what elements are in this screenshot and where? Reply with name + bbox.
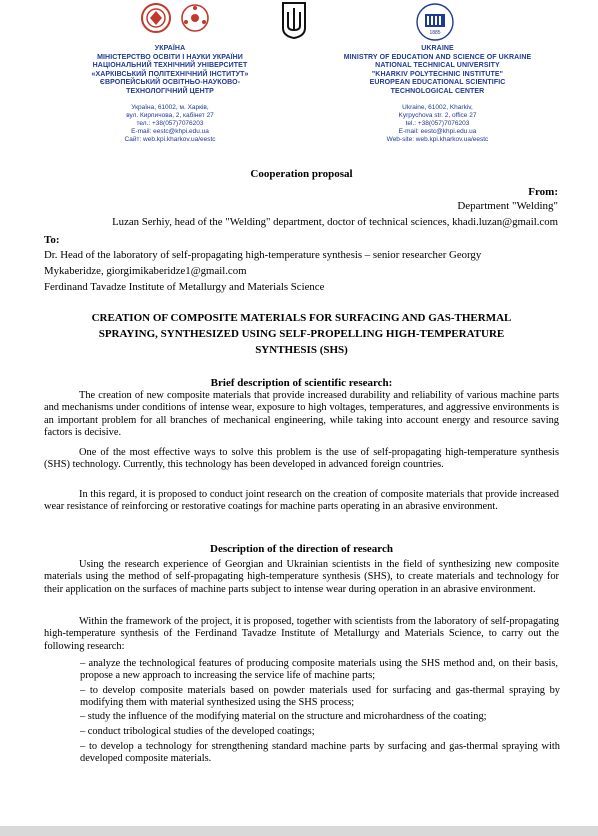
from-person: Luzan Serhiy, head of the "Welding" department, doctor of technical sciences, khadi.luzan@gmail.com — [112, 216, 558, 228]
header-left-address: Україна, 61002, м. Харків, — [131, 103, 209, 111]
header-right-website: Web-site: web.kpi.kharkov.ua/eestc — [386, 135, 489, 143]
header-left-website: Сайт: web.kpi.kharkov.ua/eestc — [124, 135, 216, 143]
to-institute: Ferdinand Tavadze Institute of Metallurgy and Materials Science — [44, 281, 325, 293]
center-logo-icon — [180, 3, 210, 33]
header-right-line: UKRAINE — [421, 45, 454, 52]
header-right-block — [320, 45, 555, 144]
title-line: SPRAYING, SYNTHESIZED USING SELF-PROPELLING HIGH-TEMPERATURE — [98, 328, 505, 340]
proposal-heading: Cooperation proposal — [250, 168, 353, 180]
research-item: – to develop a technology for strengthening standard machine parts by surfacing and gas-thermal spraying with developed composite materials. — [80, 741, 560, 765]
brief-paragraph-1: The creation of new composite materials that provide increased durability and reliability of various machine parts and mechanisms under conditions of intense wear, exposure to high voltages, temperatures, and aggressive environments is an important problem for all branches of mechanical engineering, while taking into account energy and resource saving factors is decisive. — [44, 390, 559, 439]
title-line: CREATION OF COMPOSITE MATERIALS FOR SURFACING AND GAS-THERMAL — [91, 312, 512, 324]
research-item: – analyze the technological features of producing composite materials using the SHS method and, on their basis, propose a new approach to increasing the service life of machine parts; — [80, 658, 558, 682]
title-line: SYNTHESIS (SHS) — [255, 344, 348, 356]
header-right-line: EUROPEAN EDUCATIONAL SCIENTIFIC — [369, 79, 506, 87]
header-left-phone: тел.: +38(057)7076203 — [136, 119, 204, 127]
direction-heading: Description of the direction of research — [210, 543, 393, 555]
research-item: – conduct tribological studies of the developed coatings; — [80, 726, 315, 737]
document-title — [44, 310, 559, 358]
from-department: Department "Welding" — [457, 200, 558, 212]
header-left-block — [55, 45, 285, 144]
to-label: To: — [44, 234, 60, 246]
header-right-email: E-mail: eestc@khpi.edu.ua — [398, 127, 477, 135]
header-left-email: E-mail: eestc@khpi.edu.ua — [131, 127, 209, 135]
brief-heading: Brief description of scientific research: — [210, 377, 393, 389]
brief-paragraph-3: In this regard, it is proposed to conduct joint research on the creation of composite materials that provide increased wear resistance of reinforcing or restorative coatings for machine parts operating in an abrasive environment. — [44, 489, 559, 513]
seal-year: 1885 — [429, 30, 441, 36]
page-bottom-strip — [0, 826, 598, 836]
to-recipient-email: Mykaberidze, giorgimikaberidze1@gmail.com — [44, 265, 247, 277]
header-left-line: МІНІСТЕРСТВО ОСВІТИ І НАУКИ УКРАЇНИ — [97, 53, 243, 61]
kpi-seal-icon — [415, 2, 455, 42]
header-right-line: TECHNOLOGICAL CENTER — [390, 87, 485, 95]
direction-paragraph-2: Within the framework of the project, it is proposed, together with scientists from the laboratory of self-propagating high-temperature synthesis of the Ferdinand Tavadze Institute of Metallurgy and Materials Science, to carry out the following research: — [44, 616, 559, 652]
research-item: – study the influence of the modifying material on the structure and microhardness of the coating; — [80, 711, 487, 722]
header-right-address: Ukraine, 61002, Kharkiv, — [402, 103, 473, 111]
header-left-line: НАЦІОНАЛЬНИЙ ТЕХНІЧНИЙ УНІВЕРСИТЕТ — [92, 62, 248, 70]
header-right-phone: tel.: +38(057)7076203 — [405, 119, 470, 127]
research-item: – to develop composite materials based on powder materials used for surfacing and gas-thermal spraying by modifying them with material synthesized using the SHS process; — [80, 685, 560, 709]
trident-icon — [280, 0, 308, 40]
header-left-address: вул. Кирпичова, 2, кабінет 27 — [126, 111, 214, 119]
header-right-line: "KHARKIV POLYTECHNIC INSTITUTE" — [371, 70, 504, 78]
header-right-line: NATIONAL TECHNICAL UNIVERSITY — [375, 62, 500, 70]
header-left-line: «ХАРКІВСЬКИЙ ПОЛІТЕХНІЧНИЙ ІНСТИТУТ» — [91, 70, 249, 78]
direction-paragraph-1: Using the research experience of Georgian and Ukrainian scientists in the field of synthesizing new composite materials using the method of self-propagating high-temperature synthesis (SHS), to create materials and technology for their application on the surfaces of machine parts subject to intense wear during operation in an abrasive environment. — [44, 559, 559, 595]
header-right-address: Kyrpychova str. 2, office 27 — [398, 111, 477, 119]
brief-paragraph-2: One of the most effective ways to solve this problem is the use of self-propagating high-temperature synthesis (SHS) technology. Currently, this technology has been developed in advanced foreign countries. — [44, 447, 559, 471]
header-right-line: MINISTRY OF EDUCATION AND SCIENCE OF UKRAINE — [343, 53, 532, 61]
from-label: From: — [528, 186, 558, 198]
header-left-line: ТЕХНОЛОГІЧНИЙ ЦЕНТР — [126, 87, 214, 95]
university-emblem-icon — [140, 2, 172, 34]
to-recipient-line: Dr. Head of the laboratory of self-propagating high-temperature synthesis – senior researcher Georgy — [44, 249, 482, 261]
header-left-line: ЄВРОПЕЙСЬКИЙ ОСВІТНЬО-НАУКОВО- — [99, 79, 241, 87]
header-left-line: УКРАЇНА — [154, 45, 186, 52]
